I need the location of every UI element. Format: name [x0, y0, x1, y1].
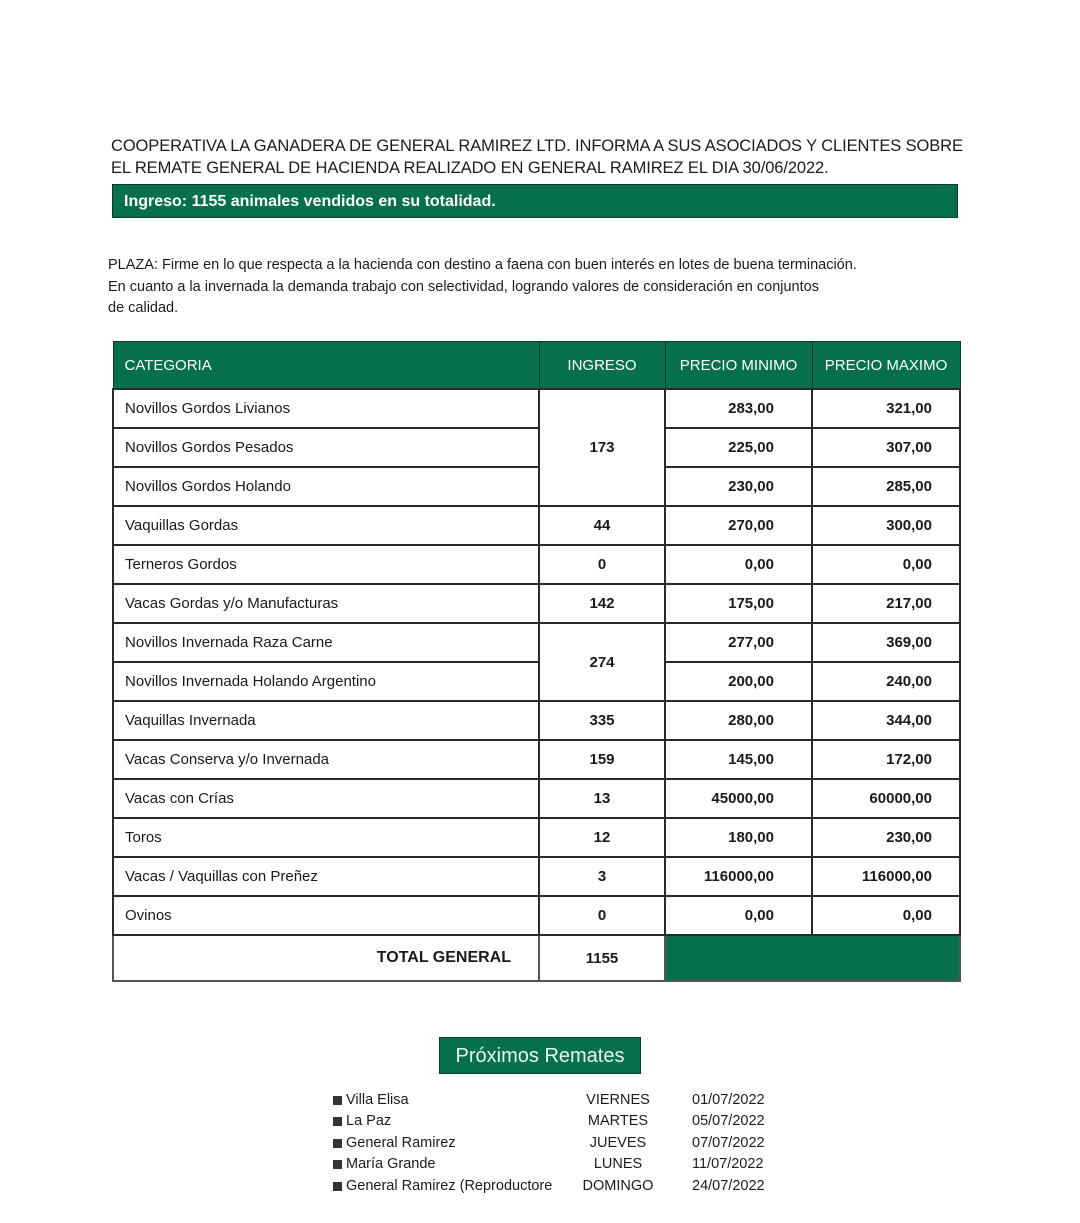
remate-dia: MARTES [587, 1113, 649, 1130]
ingreso-cell: 159 [539, 740, 665, 779]
remate-fecha: 24/07/2022 [692, 1177, 765, 1194]
ingreso-cell: 173 [539, 389, 665, 506]
remate-table [112, 341, 961, 982]
square-bullet-icon [333, 1096, 342, 1105]
precio-maximo-cell: 321,00 [812, 389, 960, 428]
remate-lugar: María Grande [346, 1156, 436, 1173]
categoria-cell: Terneros Gordos [113, 545, 539, 584]
list-item [333, 1154, 792, 1175]
header-precio-minimo: PRECIO MINIMO [665, 342, 812, 390]
plaza-line-3: de calidad. [108, 300, 179, 316]
precio-maximo-cell: 240,00 [812, 662, 960, 701]
ingreso-cell: 274 [539, 623, 665, 701]
precio-maximo-cell: 344,00 [812, 701, 960, 740]
table-header-row [113, 342, 960, 390]
precio-minimo-cell: 0,00 [665, 896, 812, 935]
precio-minimo-cell: 230,00 [665, 467, 812, 506]
plaza-text [108, 255, 928, 320]
precio-maximo-cell: 116000,00 [812, 857, 960, 896]
categoria-cell: Novillos Invernada Raza Carne [113, 623, 539, 662]
remate-dia: LUNES [593, 1156, 643, 1173]
list-item [333, 1133, 792, 1154]
square-bullet-icon [333, 1117, 342, 1126]
ingreso-cell: 13 [539, 779, 665, 818]
ingreso-cell: 142 [539, 584, 665, 623]
categoria-cell: Vacas / Vaquillas con Preñez [113, 857, 539, 896]
table-row [113, 584, 960, 623]
intro-text [111, 135, 971, 179]
precio-minimo-cell: 45000,00 [665, 779, 812, 818]
intro-line-2: EL REMATE GENERAL DE HACIENDA REALIZADO EN GENERAL RAMIREZ EL DIA 30/06/2022. [111, 159, 829, 177]
precio-minimo-cell: 145,00 [665, 740, 812, 779]
table-row [113, 857, 960, 896]
categoria-cell: Vacas Conserva y/o Invernada [113, 740, 539, 779]
table-row [113, 623, 960, 662]
header-ingreso: INGRESO [539, 342, 665, 390]
table-row [113, 545, 960, 584]
table-row [113, 779, 960, 818]
ingreso-banner: Ingreso: 1155 animales vendidos en su totalidad. [112, 184, 958, 218]
ingreso-cell: 44 [539, 506, 665, 545]
remate-lugar: General Ramirez (Reproductore [346, 1177, 553, 1194]
precio-minimo-cell: 283,00 [665, 389, 812, 428]
precio-maximo-cell: 0,00 [812, 545, 960, 584]
remate-lugar: La Paz [346, 1113, 392, 1130]
ingreso-cell: 3 [539, 857, 665, 896]
categoria-cell: Ovinos [113, 896, 539, 935]
list-item [333, 1176, 792, 1197]
plaza-line-2: En cuanto a la invernada la demanda trabajo con selectividad, logrando valores de consideración en conjuntos [108, 278, 819, 295]
precio-maximo-cell: 217,00 [812, 584, 960, 623]
remate-lugar: Villa Elisa [346, 1092, 409, 1108]
remate-fecha: 01/07/2022 [692, 1092, 765, 1108]
remate-fecha: 05/07/2022 [692, 1113, 765, 1130]
square-bullet-icon [333, 1182, 342, 1191]
precio-minimo-cell: 277,00 [665, 623, 812, 662]
remate-dia: VIERNES [586, 1092, 650, 1108]
list-item [333, 1111, 792, 1132]
categoria-cell: Novillos Gordos Holando [113, 467, 539, 506]
precio-maximo-cell: 230,00 [812, 818, 960, 857]
table-row [113, 428, 960, 467]
precio-maximo-cell: 369,00 [812, 623, 960, 662]
precio-minimo-cell: 200,00 [665, 662, 812, 701]
remate-fecha: 07/07/2022 [692, 1134, 765, 1151]
categoria-cell: Novillos Gordos Pesados [113, 428, 539, 467]
table-row [113, 467, 960, 506]
categoria-cell: Novillos Invernada Holando Argentino [113, 662, 539, 701]
categoria-cell: Vacas Gordas y/o Manufacturas [113, 584, 539, 623]
plaza-line-1: PLAZA: Firme en lo que respecta a la hacienda con destino a faena con buen interés en lotes de buena terminación. [108, 257, 857, 273]
square-bullet-icon [333, 1160, 342, 1169]
precio-maximo-cell: 285,00 [812, 467, 960, 506]
table-row [113, 389, 960, 428]
header-precio-maximo: PRECIO MAXIMO [812, 342, 960, 390]
total-label: TOTAL GENERAL [113, 935, 539, 981]
square-bullet-icon [333, 1139, 342, 1148]
proximos-remates-list [333, 1090, 792, 1197]
categoria-cell: Toros [113, 818, 539, 857]
precio-maximo-cell: 307,00 [812, 428, 960, 467]
precio-maximo-cell: 0,00 [812, 896, 960, 935]
precio-minimo-cell: 0,00 [665, 545, 812, 584]
precio-minimo-cell: 225,00 [665, 428, 812, 467]
total-fill-block [665, 935, 960, 981]
remate-fecha: 11/07/2022 [692, 1156, 764, 1173]
total-ingreso: 1155 [539, 935, 665, 981]
ingreso-cell: 0 [539, 545, 665, 584]
intro-line-1: COOPERATIVA LA GANADERA DE GENERAL RAMIREZ LTD. INFORMA A SUS ASOCIADOS Y CLIENTES SOBRE [111, 137, 963, 155]
precio-maximo-cell: 60000,00 [812, 779, 960, 818]
table-row [113, 701, 960, 740]
table-row [113, 506, 960, 545]
header-categoria: CATEGORIA [113, 342, 539, 390]
categoria-cell: Vaquillas Invernada [113, 701, 539, 740]
list-item [333, 1090, 792, 1111]
remate-dia: DOMINGO [582, 1177, 654, 1194]
remate-lugar: General Ramirez [346, 1134, 456, 1151]
precio-minimo-cell: 270,00 [665, 506, 812, 545]
ingreso-cell: 12 [539, 818, 665, 857]
categoria-cell: Vacas con Crías [113, 779, 539, 818]
remate-dia: JUEVES [589, 1134, 647, 1151]
precio-minimo-cell: 175,00 [665, 584, 812, 623]
precio-minimo-cell: 280,00 [665, 701, 812, 740]
categoria-cell: Vaquillas Gordas [113, 506, 539, 545]
precio-minimo-cell: 116000,00 [665, 857, 812, 896]
total-row [113, 935, 960, 981]
table-row [113, 662, 960, 701]
categoria-cell: Novillos Gordos Livianos [113, 389, 539, 428]
table-row [113, 818, 960, 857]
table-row [113, 896, 960, 935]
precio-minimo-cell: 180,00 [665, 818, 812, 857]
ingreso-cell: 0 [539, 896, 665, 935]
precio-maximo-cell: 300,00 [812, 506, 960, 545]
ingreso-cell: 335 [539, 701, 665, 740]
precio-maximo-cell: 172,00 [812, 740, 960, 779]
proximos-remates-title: Próximos Remates [439, 1037, 641, 1074]
table-row [113, 740, 960, 779]
